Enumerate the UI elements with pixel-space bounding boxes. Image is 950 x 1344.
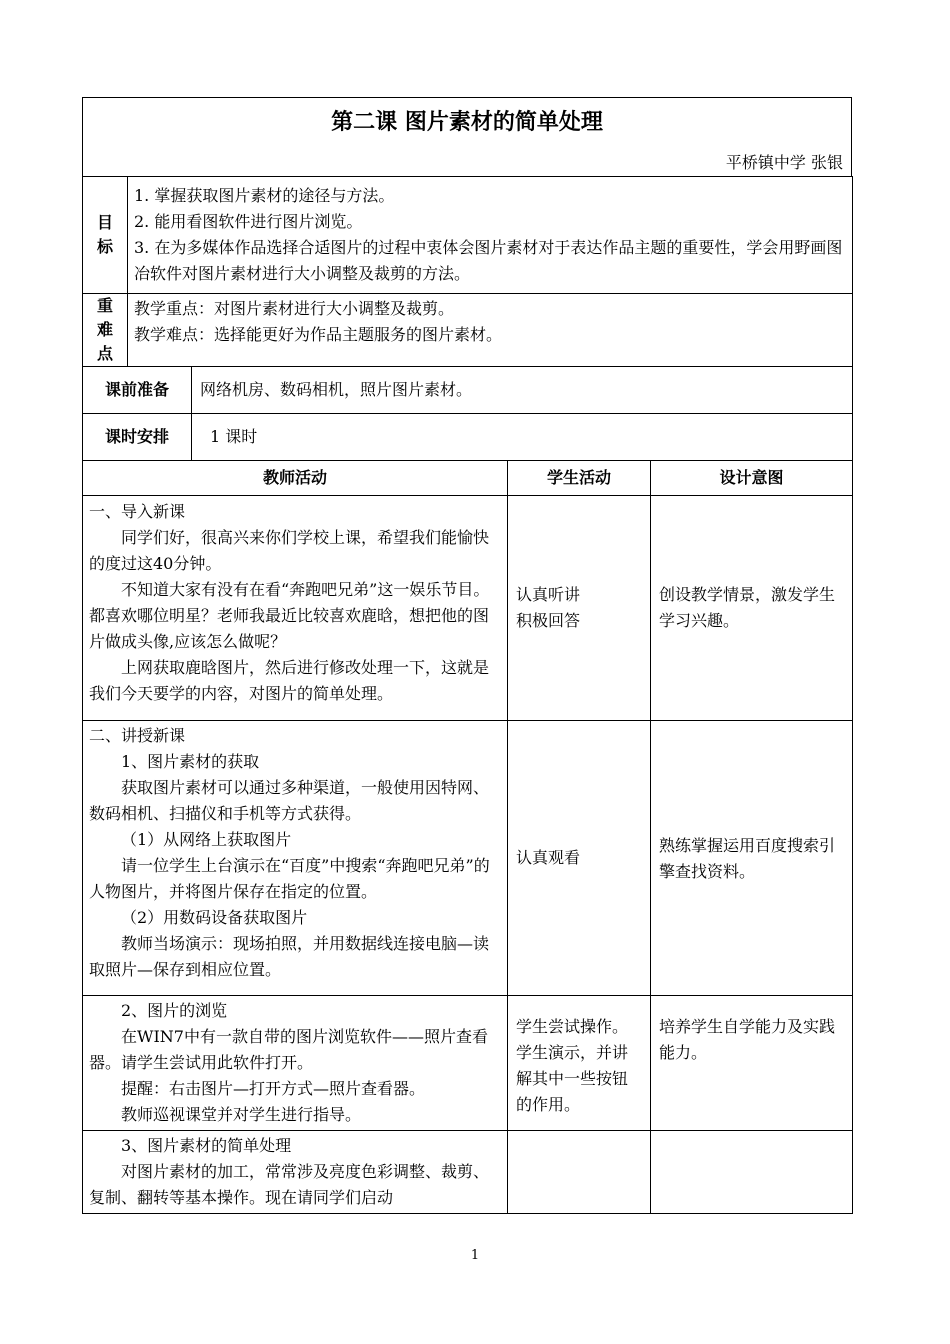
goals-label-char: 目 xyxy=(96,213,113,232)
teacher-paragraph: 2、图片的浏览 xyxy=(121,1001,228,1020)
teacher-paragraph: （1）从网络上获取图片 xyxy=(121,830,292,849)
student-activity-cell xyxy=(508,496,651,721)
design-intent-cell xyxy=(651,721,853,996)
key-points-label-char: 重 xyxy=(96,296,113,315)
teacher-paragraph: （2）用数码设备获取图片 xyxy=(121,908,308,927)
lesson-title: 第二课 图片素材的简单处理 xyxy=(331,110,603,135)
goals-table xyxy=(82,176,853,367)
teacher-paragraph: 请一位学生上台演示在“百度”中搜索“奔跑吧兄弟”的人物图片，并将图片保存在指定的位置。 xyxy=(89,856,490,901)
design-intent-cell xyxy=(651,1131,853,1214)
student-activity-cell xyxy=(508,996,651,1131)
design-intent-cell xyxy=(651,496,853,721)
goal-item: 2. 能用看图软件进行图片浏览。 xyxy=(134,212,363,231)
goals-label-char: 标 xyxy=(96,237,113,256)
teacher-paragraph: 教师巡视课堂并对学生进行指导。 xyxy=(121,1105,362,1124)
schedule-label: 课时安排 xyxy=(83,414,192,461)
student-activity-line: 积极回答 xyxy=(516,611,581,630)
table-row xyxy=(83,721,853,996)
author-line: 平桥镇中学 张银 xyxy=(725,153,843,172)
student-activity-line: 学生尝试操作。学生演示，并讲解其中一些按钮的作用。 xyxy=(516,1017,629,1114)
key-points-label-char: 难 xyxy=(96,320,113,339)
design-intent-text: 熟练掌握运用百度搜索引擎查找资料。 xyxy=(659,836,836,881)
activity-table xyxy=(82,460,853,1214)
design-intent-text: 培养学生自学能力及实践能力。 xyxy=(659,1017,836,1062)
table-row xyxy=(83,996,853,1131)
teacher-paragraph: 提醒：右击图片—打开方式—照片查看器。 xyxy=(121,1079,426,1098)
key-points-content xyxy=(128,294,853,367)
teacher-activity-cell xyxy=(83,1131,508,1214)
teacher-paragraph: 同学们好，很高兴来你们学校上课，希望我们能愉快的度过这40分钟。 xyxy=(89,528,490,573)
student-column-header: 学生活动 xyxy=(508,461,651,496)
teacher-paragraph: 一、导入新课 xyxy=(89,502,186,521)
teacher-column-header: 教师活动 xyxy=(83,461,508,496)
key-point-item: 教学重点：对图片素材进行大小调整及裁剪。 xyxy=(134,299,455,318)
design-intent-text: 创设教学情景，激发学生学习兴趣。 xyxy=(659,585,836,630)
teacher-paragraph: 不知道大家有没有在看“奔跑吧兄弟”这一娱乐节目。都喜欢哪位明星？老师我最近比较喜欢鹿晗，想把他的图片做成头像,应该怎么做呢？ xyxy=(89,580,490,651)
goals-label xyxy=(83,177,128,294)
prep-table xyxy=(82,366,853,461)
design-intent-cell xyxy=(651,996,853,1131)
design-column-header: 设计意图 xyxy=(651,461,853,496)
teacher-paragraph: 3、图片素材的简单处理 xyxy=(121,1136,292,1155)
prep-label: 课前准备 xyxy=(83,367,192,414)
header-table xyxy=(82,97,852,177)
table-row xyxy=(83,1131,853,1214)
teacher-activity-cell xyxy=(83,996,508,1131)
page-number: 1 xyxy=(470,1248,480,1263)
teacher-paragraph: 教师当场演示：现场拍照，并用数据线连接电脑—读取照片—保存到相应位置。 xyxy=(89,934,490,979)
student-activity-line: 认真听讲 xyxy=(516,585,581,604)
lesson-plan-document xyxy=(82,97,852,1214)
teacher-paragraph: 1、图片素材的获取 xyxy=(121,752,260,771)
teacher-paragraph: 获取图片素材可以通过多种渠道，一般使用因特网、数码相机、扫描仪和手机等方式获得。 xyxy=(89,778,490,823)
teacher-paragraph: 在WIN7中有一款自带的图片浏览软件——照片查看器。请学生尝试用此软件打开。 xyxy=(89,1027,488,1072)
teacher-activity-cell xyxy=(83,496,508,721)
teacher-activity-cell xyxy=(83,721,508,996)
student-activity-line: 认真观看 xyxy=(516,848,581,867)
key-points-label-char: 点 xyxy=(96,344,113,363)
goal-item: 3. 在为多媒体作品选择合适图片的过程中衷体会图片素材对于表达作品主题的重要性，学会用野画图冶软件对图片素材进行大小调整及裁剪的方法。 xyxy=(134,238,843,283)
student-activity-cell xyxy=(508,721,651,996)
teacher-paragraph: 二、讲授新课 xyxy=(89,726,186,745)
teacher-paragraph: 对图片素材的加工，常常涉及亮度色彩调整、裁剪、复制、翻转等基本操作。现在请同学们启动 xyxy=(89,1162,490,1207)
schedule-value: 1 课时 xyxy=(192,414,853,461)
key-points-label xyxy=(83,294,128,367)
title-cell xyxy=(83,98,852,177)
student-activity-cell xyxy=(508,1131,651,1214)
table-row xyxy=(83,496,853,721)
key-point-item: 教学难点：选择能更好为作品主题服务的图片素材。 xyxy=(134,325,503,344)
teacher-paragraph: 上网获取鹿晗图片，然后进行修改处理一下，这就是我们今天要学的内容，对图片的简单处理。 xyxy=(89,658,490,703)
prep-value: 网络机房、数码相机，照片图片素材。 xyxy=(192,367,853,414)
goal-item: 1. 掌握获取图片素材的途径与方法。 xyxy=(134,186,395,205)
goals-content xyxy=(128,177,853,294)
